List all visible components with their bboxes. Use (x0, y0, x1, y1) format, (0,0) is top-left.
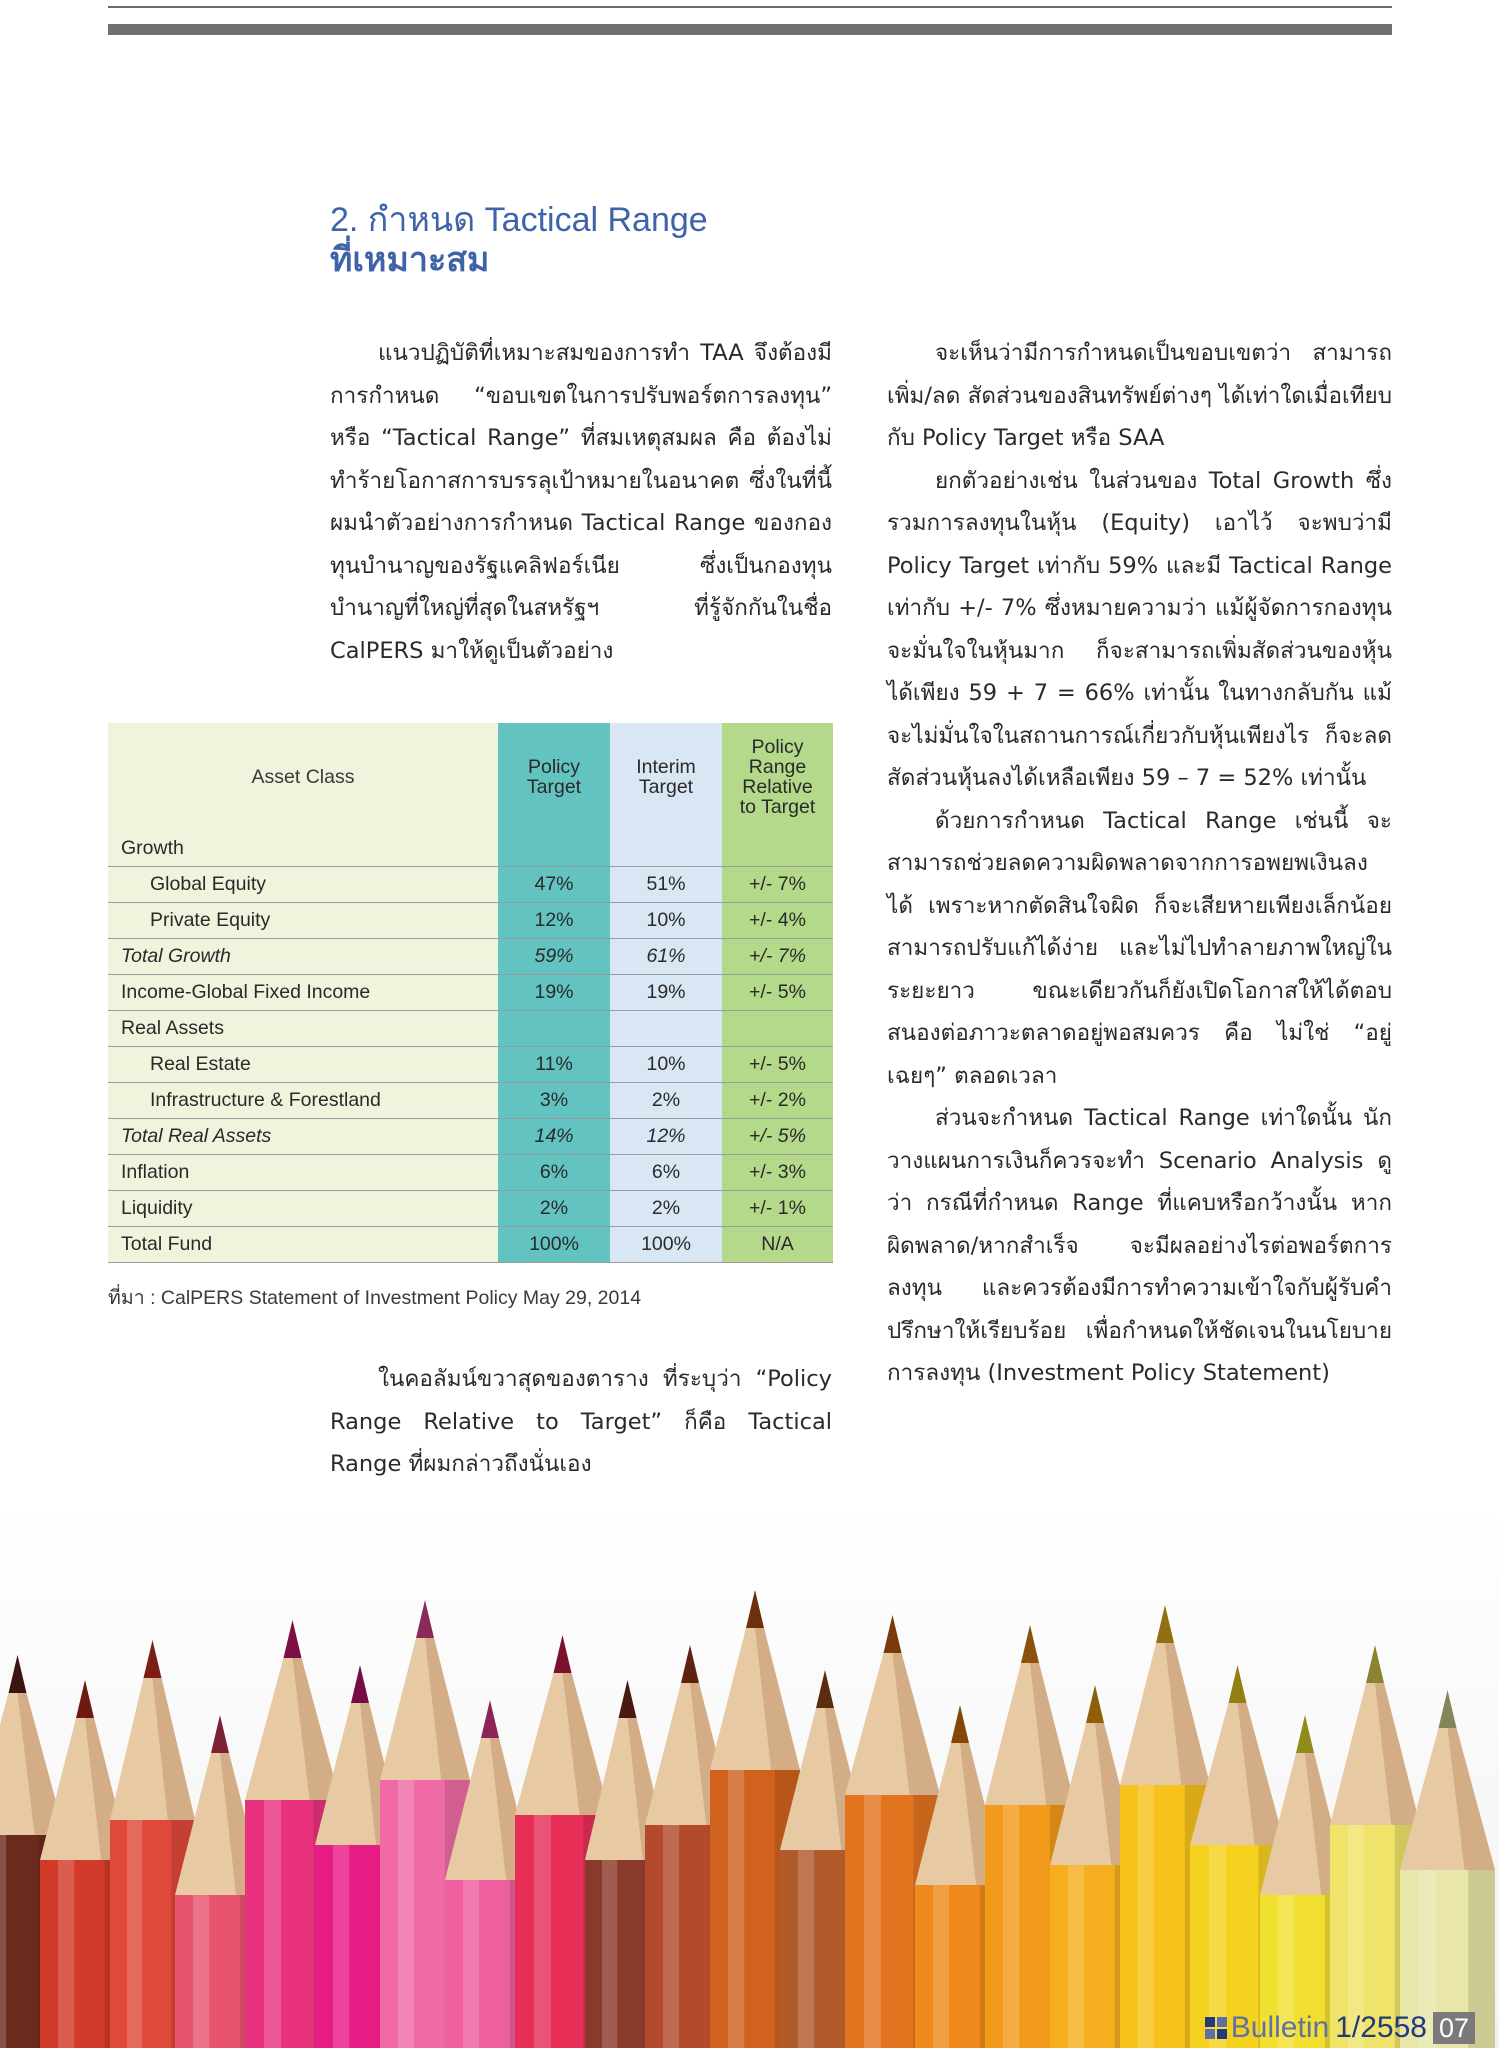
header-asset-class: Asset Class (108, 723, 498, 831)
left-column-intro (330, 332, 832, 672)
cell-policy-target: 11% (498, 1047, 610, 1083)
cell-interim-target: 19% (610, 975, 722, 1011)
table-row (108, 1227, 833, 1263)
row-label: Growth (108, 831, 498, 867)
cell-interim-target: 100% (610, 1227, 722, 1263)
row-label: Income-Global Fixed Income (108, 975, 498, 1011)
cell-policy-range: +/- 7% (722, 939, 833, 975)
cell-policy-range: N/A (722, 1227, 833, 1263)
table-row (108, 1155, 833, 1191)
cell-interim-target: 10% (610, 1047, 722, 1083)
table-row (108, 1191, 833, 1227)
cell-policy-target: 3% (498, 1083, 610, 1119)
row-label: Real Estate (108, 1047, 498, 1083)
row-label: Global Equity (108, 867, 498, 903)
header-policy-range: Policy Range Relative to Target (722, 723, 833, 831)
intro-paragraph: แนวปฏิบัติที่เหมาะสมของการทำ TAA จึงต้องมีการกำหนด “ขอบเขตในการปรับพอร์ตการลงทุน” หรือ “Tactical Range” ที่สมเหตุสมผล คือ ต้องไม่ทำร้ายโอกาสการบรรลุเป้าหมายในอนาคต ซึ่งในที่นี้ผมนำตัวอย่างการกำหนด Tactical Range ของกองทุนบำนาญของรัฐแคลิฟอร์เนีย ซึ่งเป็นกองทุนบำนาญที่ใหญ่ที่สุดในสหรัฐฯ ที่รู้จักกันในชื่อ CalPERS มาให้ดูเป็นตัวอย่าง (330, 340, 832, 664)
cell-policy-target: 59% (498, 939, 610, 975)
header-policy-target: Policy Target (498, 723, 610, 831)
table-row (108, 1047, 833, 1083)
right-paragraph-4: ส่วนจะกำหนด Tactical Range เท่าใดนั้น นักวางแผนการเงินก็ควรจะทำ Scenario Analysis ดูว่า กรณีที่กำหนด Range ที่แคบหรือกว้างนั้น หากผิดพลาด/หากสำเร็จ จะมีผลอย่างไรต่อพอร์ตการลงทุน และควรต้องมีการทำความเข้าใจกับผู้รับคำปรึกษาให้เรียบร้อย เพื่อกำหนดให้ชัดเจนในนโยบายการลงทุน (Investment Policy Statement) (887, 1105, 1392, 1386)
cell-policy-range: +/- 5% (722, 1047, 833, 1083)
table-row (108, 903, 833, 939)
top-rule-thin (108, 6, 1392, 8)
section-heading (330, 200, 890, 280)
cell-policy-range: +/- 7% (722, 867, 833, 903)
cell-policy-range: +/- 5% (722, 975, 833, 1011)
table-row (108, 831, 833, 867)
table-header-row (108, 723, 833, 831)
table-row (108, 1083, 833, 1119)
right-column (887, 332, 1392, 1395)
cell-policy-target (498, 831, 610, 867)
right-paragraph-3: ด้วยการกำหนด Tactical Range เช่นนี้ จะสามารถช่วยลดความผิดพลาดจากการอพยพเงินลงได้ เพราะหากตัดสินใจผิด ก็จะเสียหายเพียงเล็กน้อย สามารถปรับแก้ได้ง่าย และไม่ไปทำลายภาพใหญ่ในระยะยาว ขณะเดียวกันก็ยังเปิดโอกาสให้ได้ตอบสนองต่อภาวะตลาดอยู่พอสมควร คือ ไม่ใช่ “อยู่เฉยๆ” ตลอดเวลา (887, 807, 1392, 1089)
cell-interim-target: 2% (610, 1191, 722, 1227)
table-row (108, 975, 833, 1011)
header-interim-target: Interim Target (610, 723, 722, 831)
cell-policy-range (722, 1011, 833, 1047)
cell-policy-range: +/- 2% (722, 1083, 833, 1119)
cell-policy-target: 19% (498, 975, 610, 1011)
row-label: Total Fund (108, 1227, 498, 1263)
cell-policy-range (722, 831, 833, 867)
table-row (108, 1119, 833, 1155)
row-label: Total Growth (108, 939, 498, 975)
cell-interim-target: 10% (610, 903, 722, 939)
cell-policy-range: +/- 1% (722, 1191, 833, 1227)
cell-policy-target: 2% (498, 1191, 610, 1227)
cell-interim-target: 2% (610, 1083, 722, 1119)
table-source-note: ที่มา : CalPERS Statement of Investment Policy May 29, 2014 (108, 1287, 642, 1309)
row-label: Inflation (108, 1155, 498, 1191)
row-label: Infrastructure & Forestland (108, 1083, 498, 1119)
asset-allocation-table (108, 723, 833, 1263)
page-number: 07 (1433, 2012, 1475, 2044)
page-footer (1205, 2012, 1475, 2044)
cell-interim-target: 6% (610, 1155, 722, 1191)
cell-interim-target: 61% (610, 939, 722, 975)
top-rule-thick (108, 24, 1392, 35)
right-paragraph-1: จะเห็นว่ามีการกำหนดเป็นขอบเขตว่า สามารถเพิ่ม/ลด สัดส่วนของสินทรัพย์ต่างๆ ได้เท่าใดเมื่อเทียบกับ Policy Target หรือ SAA (887, 340, 1392, 451)
row-label: Liquidity (108, 1191, 498, 1227)
cell-interim-target (610, 831, 722, 867)
table-row (108, 1011, 833, 1047)
section-heading-line1: 2. กำหนด Tactical Range (330, 201, 708, 239)
bulletin-brand: Bulletin (1230, 2011, 1330, 2044)
row-label: Real Assets (108, 1011, 498, 1047)
cell-policy-target: 47% (498, 867, 610, 903)
row-label: Private Equity (108, 903, 498, 939)
cell-policy-target: 14% (498, 1119, 610, 1155)
cell-policy-target: 6% (498, 1155, 610, 1191)
cell-policy-target (498, 1011, 610, 1047)
table-row (108, 867, 833, 903)
left-column-note (330, 1358, 832, 1486)
publisher-logo-icon (1205, 2017, 1227, 2039)
cell-policy-target: 100% (498, 1227, 610, 1263)
cell-policy-range: +/- 4% (722, 903, 833, 939)
section-heading-line2: ที่เหมาะสม (330, 241, 490, 279)
cell-policy-range: +/- 3% (722, 1155, 833, 1191)
cell-interim-target: 51% (610, 867, 722, 903)
row-label: Total Real Assets (108, 1119, 498, 1155)
colored-pencils-image (0, 1505, 1499, 2048)
cell-policy-range: +/- 5% (722, 1119, 833, 1155)
issue-number: 1/2558 (1335, 2011, 1427, 2044)
right-paragraph-2: ยกตัวอย่างเช่น ในส่วนของ Total Growth ซึ่งรวมการลงทุนในหุ้น (Equity) เอาไว้ จะพบว่ามี Policy Target เท่ากับ 59% และมี Tactical Range เท่ากับ +/- 7% ซึ่งหมายความว่า แม้ผู้จัดการกองทุนจะมั่นใจในหุ้นมาก ก็จะสามารถเพิ่มสัดส่วนของหุ้นได้เพียง 59 + 7 = 66% เท่านั้น ในทางกลับกัน แม้จะไม่มั่นใจในสถานการณ์เกี่ยวกับหุ้นเพียงไร ก็จะลดสัดส่วนหุ้นลงได้เหลือเพียง 59 – 7 = 52% เท่านั้น (887, 467, 1392, 791)
cell-interim-target: 12% (610, 1119, 722, 1155)
cell-interim-target (610, 1011, 722, 1047)
cell-policy-target: 12% (498, 903, 610, 939)
table-note-paragraph: ในคอลัมน์ขวาสุดของตาราง ที่ระบุว่า “Policy Range Relative to Target” ก็คือ Tactical Range ที่ผมกล่าวถึงนั่นเอง (330, 1366, 832, 1477)
table-row (108, 939, 833, 975)
